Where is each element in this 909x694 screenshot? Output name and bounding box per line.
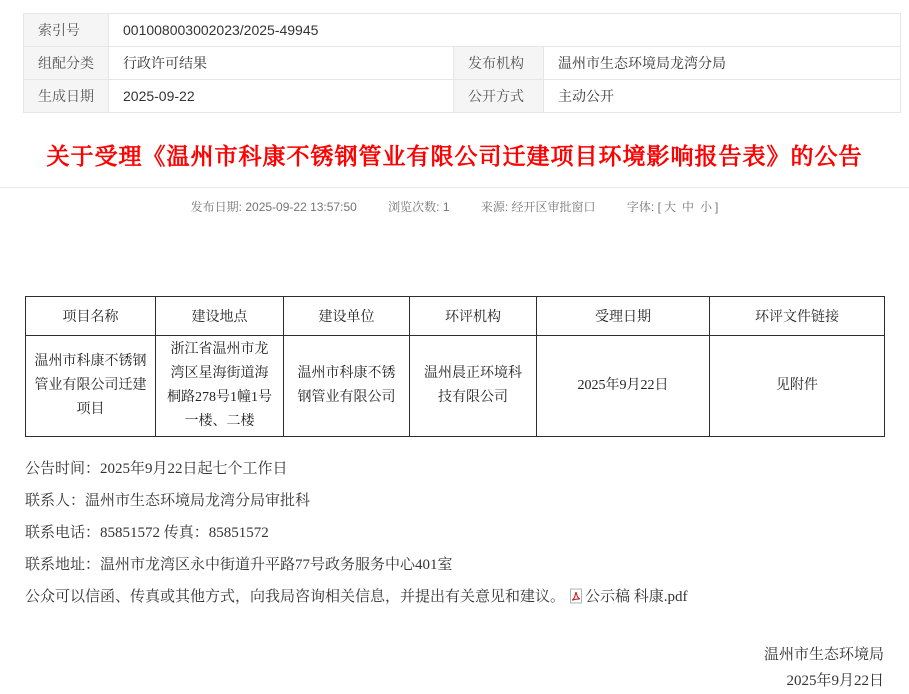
category-value: 行政许可结果 bbox=[109, 47, 454, 80]
view-count-label: 浏览次数: bbox=[388, 200, 440, 214]
cell-builder: 温州市科康不锈钢管业有限公司 bbox=[284, 336, 410, 437]
signature-org: 温州市生态环境局 bbox=[763, 647, 884, 663]
view-count-value: 1 bbox=[442, 200, 450, 214]
disclosure-label: 公开方式 bbox=[454, 80, 544, 113]
col-header-eia-agency: 环评机构 bbox=[410, 297, 537, 336]
source-label: 来源: bbox=[480, 200, 509, 214]
publish-date-label: 发布日期: bbox=[190, 200, 243, 214]
announcement-period-line: 公告时间：2025年9月22日起七个工作日 bbox=[25, 461, 288, 477]
col-header-eia-file-link: 环评文件链接 bbox=[710, 297, 885, 336]
publisher-label: 发布机构 bbox=[454, 47, 544, 80]
table-row bbox=[26, 336, 885, 437]
source bbox=[481, 200, 596, 214]
cell-project-name: 温州市科康不锈钢管业有限公司迁建项目 bbox=[26, 336, 156, 437]
info-table bbox=[23, 13, 901, 113]
col-header-builder: 建设单位 bbox=[284, 297, 410, 336]
font-size-bracket-open: [ bbox=[657, 200, 661, 214]
index-number-label: 索引号 bbox=[24, 14, 109, 47]
pdf-icon bbox=[569, 588, 583, 604]
feedback-line bbox=[25, 587, 884, 607]
acceptance-table bbox=[25, 296, 885, 437]
attachment-link[interactable] bbox=[565, 589, 688, 605]
page-root bbox=[0, 13, 909, 694]
info-row-category bbox=[24, 47, 901, 80]
attachment-name: 公示稿 科康.pdf bbox=[585, 589, 688, 605]
source-value: 经开区审批窗口 bbox=[511, 200, 596, 214]
announcement-body bbox=[25, 459, 884, 607]
font-size-bracket-close: ] bbox=[714, 200, 719, 214]
acceptance-table-header-row bbox=[26, 297, 885, 336]
disclosure-value: 主动公开 bbox=[544, 80, 901, 113]
cell-eia-file-link: 见附件 bbox=[710, 336, 885, 437]
generated-date-label: 生成日期 bbox=[24, 80, 109, 113]
col-header-location: 建设地点 bbox=[156, 297, 284, 336]
font-size-label: 字体: bbox=[626, 200, 655, 214]
font-size-small-link[interactable]: 小 bbox=[699, 200, 712, 214]
index-number-value: 001008003002023/2025-49945 bbox=[109, 14, 901, 47]
font-size-medium-link[interactable]: 中 bbox=[681, 200, 694, 214]
font-size-control bbox=[627, 200, 718, 214]
col-header-accept-date: 受理日期 bbox=[537, 297, 710, 336]
publish-date-value: 2025-09-22 13:57:50 bbox=[245, 200, 357, 214]
publish-info-bar bbox=[0, 198, 909, 215]
view-count bbox=[388, 200, 449, 214]
signature-date: 2025年9月22日 bbox=[786, 673, 884, 689]
publish-date bbox=[191, 200, 357, 214]
cell-accept-date: 2025年9月22日 bbox=[537, 336, 710, 437]
page-title: 关于受理《温州市科康不锈钢管业有限公司迁建项目环境影响报告表》的公告 bbox=[46, 143, 863, 169]
col-header-project-name: 项目名称 bbox=[26, 297, 156, 336]
divider bbox=[0, 187, 909, 188]
info-row-index bbox=[24, 14, 901, 47]
signature-block bbox=[0, 642, 884, 694]
contact-phone-line: 联系电话：85851572 传真：85851572 bbox=[25, 525, 269, 541]
cell-eia-agency: 温州晨正环境科技有限公司 bbox=[410, 336, 537, 437]
font-size-large-link[interactable]: 大 bbox=[663, 200, 676, 214]
feedback-text: 公众可以信函、传真或其他方式，向我局咨询相关信息，并提出有关意见和建议。 bbox=[25, 589, 566, 605]
generated-date-value: 2025-09-22 bbox=[109, 80, 454, 113]
info-row-date bbox=[24, 80, 901, 113]
contact-address-line: 联系地址：温州市龙湾区永中街道升平路77号政务服务中心401室 bbox=[25, 557, 453, 573]
contact-person-line: 联系人：温州市生态环境局龙湾分局审批科 bbox=[25, 493, 311, 509]
cell-location: 浙江省温州市龙湾区星海街道海桐路278号1幢1号一楼、二楼 bbox=[156, 336, 284, 437]
publisher-value: 温州市生态环境局龙湾分局 bbox=[544, 47, 901, 80]
category-label: 组配分类 bbox=[24, 47, 109, 80]
